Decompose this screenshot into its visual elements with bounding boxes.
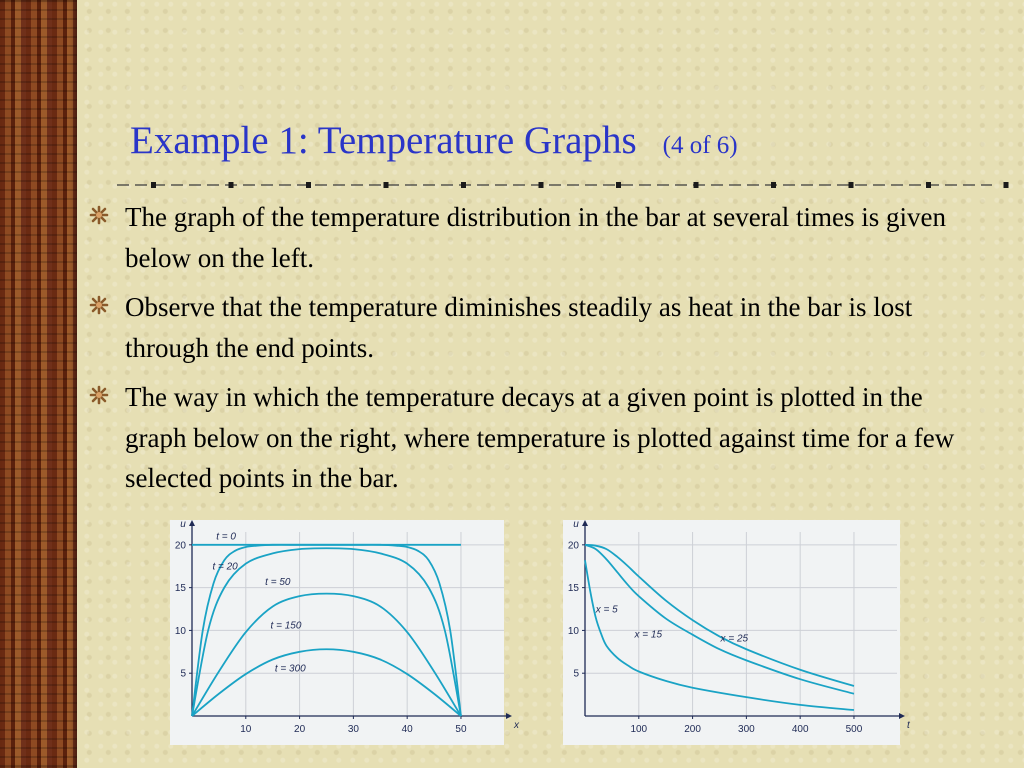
x-tick-label: 500 [845, 724, 863, 735]
distribution-chart-svg [170, 519, 519, 745]
decay-chart-svg [563, 519, 910, 745]
x-axis-arrow [899, 713, 905, 719]
y-tick-label: 20 [567, 540, 579, 552]
rule-dot [926, 182, 931, 188]
x-axis-arrow [506, 713, 512, 719]
series-line [192, 548, 461, 716]
x-tick-label: 400 [791, 724, 809, 735]
bullet-text: Observe that the temperature diminishes steadily as heat in the bar is lost through the end points. [125, 292, 913, 363]
y-tick-label: 15 [567, 583, 579, 595]
bullet-item-2 [90, 287, 990, 368]
decay-graph [563, 519, 910, 745]
distribution-graph [170, 519, 519, 745]
x-tick-label: 200 [684, 724, 701, 735]
asterisk-icon [90, 206, 108, 224]
title-divider [117, 178, 992, 192]
y-tick-label: 15 [174, 583, 186, 595]
rule-dot [616, 182, 621, 188]
y-tick-label: 20 [174, 540, 186, 552]
y-axis-label: u [180, 519, 186, 530]
x-tick-label: 50 [455, 724, 467, 735]
asterisk-icon [90, 386, 108, 404]
y-tick-label: 10 [567, 625, 579, 637]
series-label: t = 300 [274, 663, 306, 675]
series-label: t = 20 [212, 561, 238, 573]
y-axis-arrow [582, 520, 588, 526]
y-axis-label: u [573, 519, 579, 530]
rule-dot [151, 182, 156, 188]
series-label: x = 25 [720, 633, 749, 645]
series-label: t = 150 [270, 620, 302, 632]
slide-title [130, 118, 738, 163]
rule-dot [229, 182, 234, 188]
x-tick-label: 30 [347, 724, 359, 735]
bullet-text: The way in which the temperature decays at a given point is plotted in the graph below on the right, where temperature is plotted against time for a few selected points in the bar. [125, 382, 955, 493]
series-label: x = 5 [595, 604, 618, 616]
rule-dot [461, 182, 466, 188]
y-tick-label: 5 [180, 668, 186, 680]
rule-dot [306, 182, 311, 188]
series-line [585, 545, 854, 686]
x-axis-label: x [514, 720, 519, 731]
x-axis-label: t [907, 720, 910, 731]
series-label: x = 15 [634, 629, 663, 641]
y-tick-label: 10 [174, 625, 186, 637]
x-tick-label: 10 [240, 724, 252, 735]
series-line [585, 545, 854, 694]
wood-border-strip [0, 0, 77, 768]
rule-dot [771, 182, 776, 188]
rule-dot [384, 182, 389, 188]
series-line [192, 594, 461, 716]
y-tick-label: 5 [573, 668, 579, 680]
title-main: Example 1: Temperature Graphs [130, 119, 637, 162]
series-label: t = 0 [216, 531, 236, 543]
x-tick-label: 40 [401, 724, 413, 735]
bullet-text: The graph of the temperature distribution in the bar at several times is given below on the left. [125, 202, 946, 273]
asterisk-icon [90, 296, 108, 314]
rule-dot [539, 182, 544, 188]
x-tick-label: 20 [294, 724, 306, 735]
rule-dot [694, 182, 699, 188]
series-line [192, 649, 461, 716]
rule-dot [849, 182, 854, 188]
x-tick-label: 100 [630, 724, 648, 735]
bullet-item-1 [90, 197, 990, 278]
y-axis-arrow [189, 520, 195, 526]
title-page-indicator: (4 of 6) [662, 132, 738, 159]
x-tick-label: 300 [738, 724, 755, 735]
bullet-item-3 [90, 377, 990, 499]
series-label: t = 50 [265, 577, 291, 589]
bullet-list [90, 197, 990, 508]
rule-dot [1004, 182, 1009, 188]
